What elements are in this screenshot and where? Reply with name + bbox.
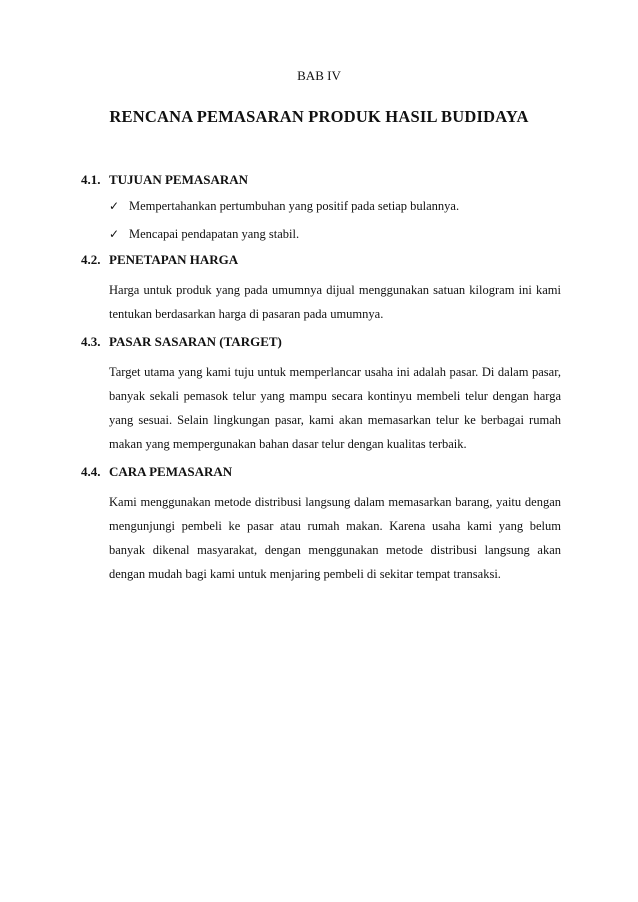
- checkmark-icon: ✓: [109, 199, 120, 213]
- section-number: 4.1.: [81, 172, 101, 187]
- section-heading: [81, 332, 561, 352]
- section-cara-pemasaran: [81, 462, 561, 586]
- section-bullets: [109, 194, 561, 246]
- section-paragraph: Harga untuk produk yang pada umumnya dijual menggunakan satuan kilogram ini kami tentukan berdasarkan harga di pasaran pada umumnya.: [109, 283, 561, 321]
- section-heading: [81, 250, 561, 270]
- section-title: CARA PEMASARAN: [109, 464, 233, 479]
- section-penetapan-harga: [81, 250, 561, 326]
- section-title: PENETAPAN HARGA: [109, 252, 239, 267]
- section-number: 4.3.: [81, 334, 101, 349]
- bullet-item: [109, 222, 561, 246]
- section-paragraph: Kami menggunakan metode distribusi langsung dalam memasarkan barang, yaitu dengan mengunjungi pembeli ke pasar atau rumah makan. Karena usaha kami yang belum banyak dikenal masyarakat, dengan menggunakan metode distribusi langsung akan dengan mudah bagi kami untuk menjaring pembeli di sekitar tempat transaksi.: [109, 495, 561, 581]
- section-title: TUJUAN PEMASARAN: [109, 172, 249, 187]
- document-title: RENCANA PEMASARAN PRODUK HASIL BUDIDAYA: [109, 107, 529, 126]
- section-paragraph: Target utama yang kami tuju untuk memperlancar usaha ini adalah pasar. Di dalam pasar, banyak sekali pemasok telur yang mampu secara kontinyu membeli telur dengan harga yang sesuai. Selain lingkungan pasar, kami akan memasarkan telur ke berbagai rumah makan yang mempergunakan bahan dasar telur dengan kualitas terbaik.: [109, 365, 561, 451]
- checkmark-icon: ✓: [109, 227, 120, 241]
- document-content: [81, 170, 561, 588]
- section-heading: [81, 170, 561, 190]
- section-pasar-sasaran: [81, 332, 561, 456]
- chapter-label: BAB IV: [297, 68, 341, 83]
- section-tujuan-pemasaran: [81, 170, 561, 246]
- bullet-text: Mencapai pendapatan yang stabil.: [129, 227, 300, 241]
- section-number: 4.2.: [81, 252, 101, 267]
- bullet-item: [109, 194, 561, 218]
- bullet-text: Mempertahankan pertumbuhan yang positif pada setiap bulannya.: [129, 199, 460, 213]
- section-number: 4.4.: [81, 464, 101, 479]
- section-heading: [81, 462, 561, 482]
- section-title: PASAR SASARAN (TARGET): [109, 334, 282, 349]
